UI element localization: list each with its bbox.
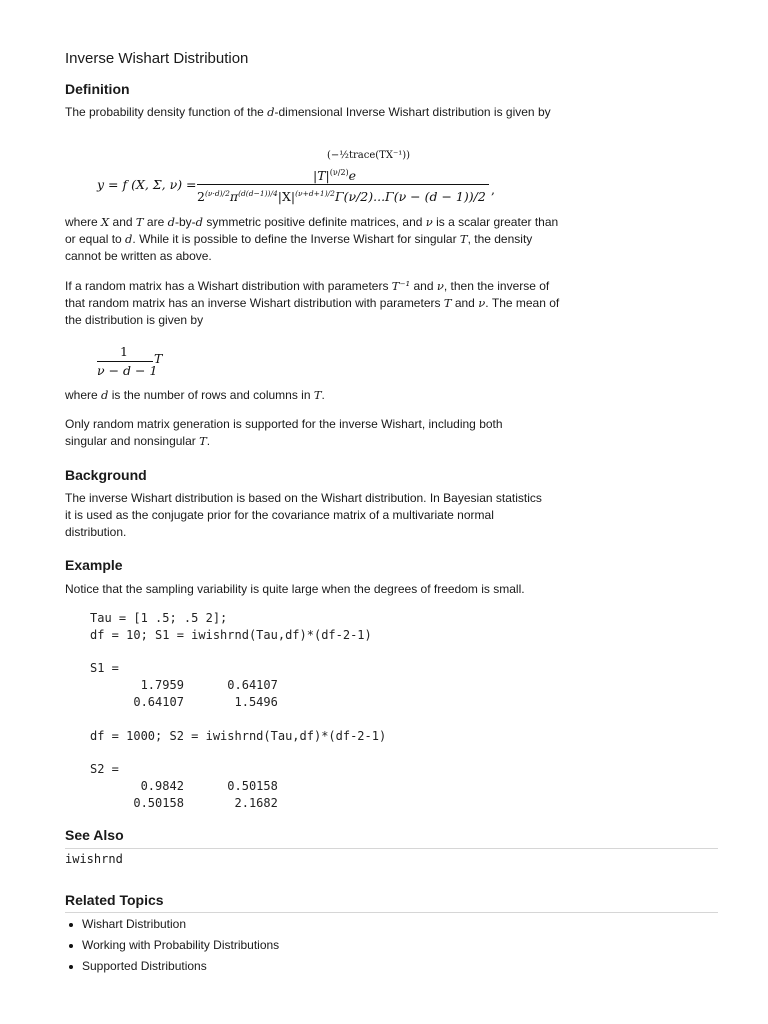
background-paragraph: The inverse Wishart distribution is based on the Wishart distribution. In Bayesian statistics it is used as the conjugate prior for the covariance matrix of a multivariate normal distribution. xyxy=(65,491,542,539)
example-output-1: S1 = 1.7959 0.64107 0.64107 1.5496 xyxy=(90,661,278,709)
example-output-2: S2 = 0.9842 0.50158 0.50158 2.1682 xyxy=(90,762,278,810)
bullet-icon xyxy=(69,944,73,948)
page-title: Inverse Wishart Distribution xyxy=(65,50,249,67)
definition-paragraph-1: The probability density function of the d-dimensional Inverse Wishart distribution is given by xyxy=(65,105,551,119)
list-item xyxy=(65,914,279,935)
equation-numerator: $|T|^{(\nu/2)}e$ xyxy=(313,167,357,183)
related-topics-divider xyxy=(65,912,718,913)
definition-heading: Definition xyxy=(65,81,130,97)
related-link-working-with-distributions[interactable]: Working with Probability Distributions xyxy=(82,938,280,952)
list-item xyxy=(65,935,279,956)
see-also-divider xyxy=(65,848,718,849)
example-heading: Example xyxy=(65,557,123,573)
background-heading: Background xyxy=(65,467,147,483)
see-also-link-iwishrnd[interactable]: iwishrnd xyxy=(65,852,123,866)
list-item xyxy=(65,956,279,977)
equation-lhs: y = f (X, Σ, ν) = xyxy=(97,177,197,192)
bullet-icon xyxy=(69,965,73,969)
equation-denominator: $2^{(\nu\cdot d)/2}\pi^{(d(d-1))/4}|X|^{(\nu+d+1)/2}\Gamma(\nu/2)...\Gamma(\nu - (d - 1))/2$ xyxy=(197,188,486,204)
bullet-icon xyxy=(69,923,73,927)
definition-paragraph-2: where X and T are d-by-d symmetric positive definite matrices, and ν is a scalar greater than or equal to d. While it is possible to define the Inverse Wishart for singular T, the density cannot be written as above. xyxy=(65,215,559,263)
equation-fraction-bar xyxy=(197,184,489,185)
mean-equation: 1 ν − d − 1 T xyxy=(97,344,163,378)
pdf-equation: y = f (X, Σ, ν) = (−½trace(TX⁻¹)) $|T|^{(\nu/2)}e$ $2^{(\nu\cdot d)/2}\pi^{(d(d-1))/4}|X|^{(\nu+d+1)/2}\Gamma(\nu/2)...\Gamma(\nu - (d - 1))/2$ , xyxy=(97,150,495,204)
definition-paragraph-4: where d is the number of rows and columns in T. xyxy=(65,388,325,402)
related-link-wishart-distribution[interactable]: Wishart Distribution xyxy=(82,917,187,931)
example-code-block-1: Tau = [1 .5; .5 2]; df = 10; S1 = iwishrnd(Tau,df)*(df-2-1) xyxy=(90,611,372,642)
related-link-supported-distributions[interactable]: Supported Distributions xyxy=(82,959,207,973)
example-code-block-2: df = 1000; S2 = iwishrnd(Tau,df)*(df-2-1) xyxy=(90,729,387,743)
definition-paragraph-5: Only random matrix generation is supported for the inverse Wishart, including both singular and nonsingular T. xyxy=(65,417,503,448)
equation-exponent: (−½trace(TX⁻¹)) xyxy=(327,150,411,161)
related-topics-list xyxy=(65,914,279,977)
related-topics-heading: Related Topics xyxy=(65,892,164,908)
mean-fraction-bar xyxy=(97,361,153,362)
see-also-heading: See Also xyxy=(65,827,124,843)
definition-paragraph-3: If a random matrix has a Wishart distribution with parameters T⁻¹ and ν, then the inverse of that random matrix has an inverse Wishart distribution with parameters T and ν. The mean of the distribution is given by xyxy=(65,279,560,327)
example-intro: Notice that the sampling variability is quite large when the degrees of freedom is small. xyxy=(65,582,525,596)
